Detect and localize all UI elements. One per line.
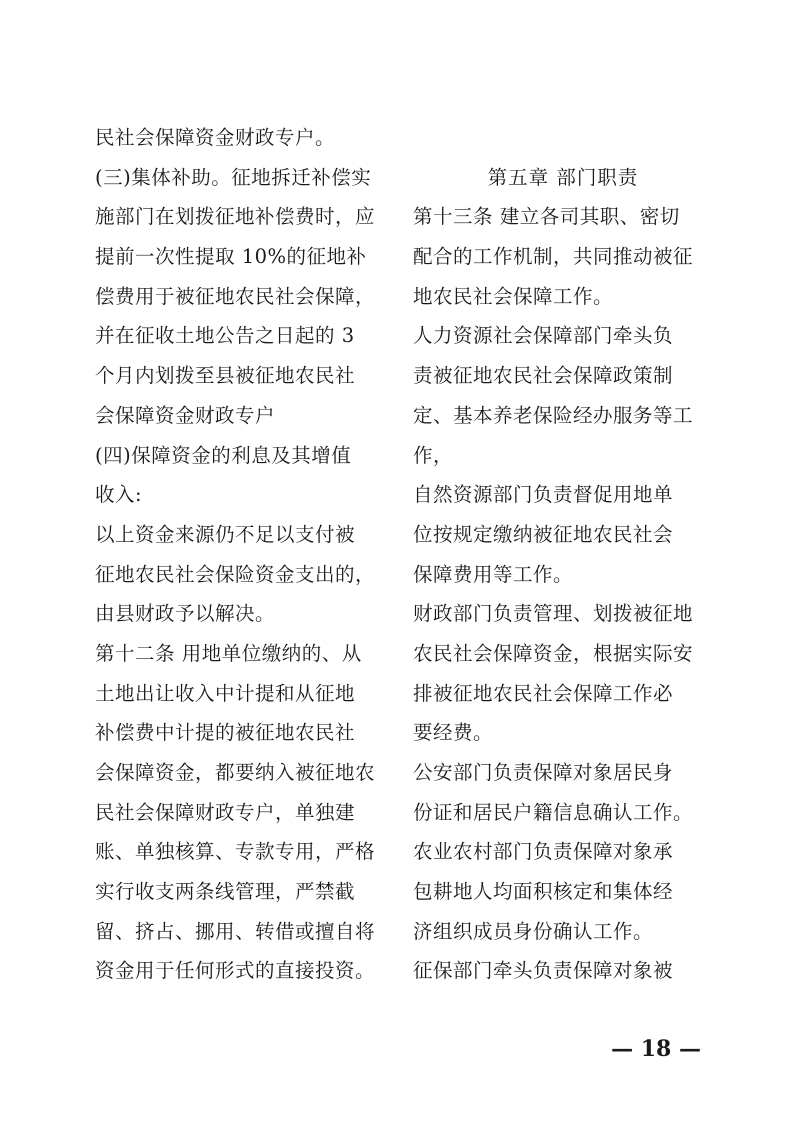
text-line: 土地出让收入中计提和从征地 — [95, 681, 356, 705]
chapter-heading: 第五章 部门职责 — [487, 165, 639, 189]
text-line: 配合的工作机制，共同推动被征 — [413, 245, 694, 269]
text-line: 并在征收土地公告之日起的 3 — [95, 324, 355, 348]
text-line: 作， — [413, 443, 454, 467]
text-line: 农民社会保障资金，根据实际安 — [413, 641, 694, 665]
text-line: 公安部门负责保障对象居民身 — [413, 761, 674, 784]
text-line: 补偿费中计提的被征地农民社 — [95, 721, 356, 745]
text-line: 会保障资金财政专户 — [95, 403, 276, 427]
text-line: 提前一次性提取 10%的征地补 — [95, 245, 367, 269]
text-line — [413, 118, 713, 158]
text-line: 排被征地农民社会保障工作必 — [413, 681, 674, 705]
text-line: (四)保障资金的利息及其增值 — [95, 443, 352, 467]
text-line: 份证和居民户籍信息确认工作。 — [413, 800, 694, 824]
text-line: 实行收支两条线管理，严禁截 — [95, 880, 356, 904]
text-line: 以上资金来源仍不足以支付被 — [95, 522, 356, 546]
text-line: 资金用于任何形式的直接投资。 — [95, 959, 376, 983]
text-line: 施部门在划拨征地补偿费时，应 — [95, 205, 376, 229]
text-line: 第十二条 用地单位缴纳的、从 — [95, 641, 362, 665]
text-line: 定、基本养老保险经办服务等工 — [413, 403, 694, 427]
text-line: 自然资源部门负责督促用地单 — [413, 483, 674, 507]
text-line: 济组织成员身份确认工作。 — [413, 919, 654, 943]
text-line: 留、挤占、挪用、转借或擅自将 — [95, 919, 376, 943]
text-line: 责被征地农民社会保障政策制 — [413, 364, 674, 388]
text-line: 偿费用于被征地农民社会保障， — [95, 284, 376, 308]
text-line: 要经费。 — [413, 721, 494, 745]
text-line: 征保部门牵头负责保障对象被 — [413, 959, 674, 983]
text-line: 民社会保障财政专户，单独建 — [95, 800, 356, 824]
text-line: 账、单独核算、专款专用，严格 — [95, 840, 376, 864]
text-line: 收入: — [95, 483, 143, 507]
text-line: 地农民社会保障工作。 — [413, 284, 614, 308]
page-number: — 18 — — [611, 1036, 701, 1062]
text-line: 位按规定缴纳被征地农民社会 — [413, 522, 674, 546]
left-column — [95, 118, 395, 991]
text-line: 农业农村部门负责保障对象承 — [413, 840, 674, 864]
text-line: 第十三条 建立各司其职、密切 — [413, 205, 680, 229]
text-line: 征地农民社会保险资金支出的， — [95, 562, 376, 586]
text-line: 包耕地人均面积核定和集体经 — [413, 880, 674, 904]
text-line: 保障费用等工作。 — [413, 562, 574, 586]
text-line: 民社会保障资金财政专户。 — [95, 126, 336, 149]
text-line: 个月内划拨至县被征地农民社 — [95, 364, 356, 388]
right-column — [413, 118, 713, 991]
text-line: 财政部门负责管理、划拨被征地 — [413, 602, 694, 626]
text-line: 人力资源社会保障部门牵头负 — [413, 324, 674, 348]
text-line: 会保障资金，都要纳入被征地农 — [95, 761, 376, 784]
text-line: (三)集体补助。征地拆迁补偿实 — [95, 165, 372, 189]
text-line: 由县财政予以解决。 — [95, 602, 276, 626]
